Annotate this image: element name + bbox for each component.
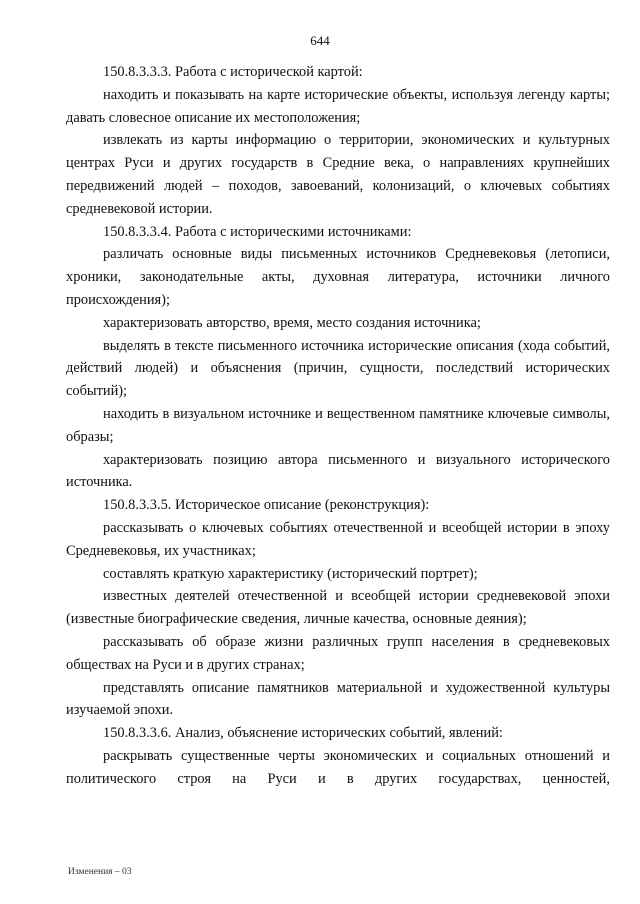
paragraph: находить и показывать на карте исторические объекты, используя легенду карты; давать словесное описание их местоположения; bbox=[66, 86, 610, 126]
page-number: 644 bbox=[310, 33, 330, 48]
paragraph: характеризовать авторство, время, место создания источника; bbox=[103, 314, 481, 331]
section-heading: 150.8.3.3.5. Историческое описание (реконструкция): bbox=[103, 497, 430, 514]
revision-footer: Изменения – 03 bbox=[68, 867, 132, 877]
section-heading: 150.8.3.3.4. Работа с историческими источниками: bbox=[103, 223, 412, 240]
page-body bbox=[66, 61, 610, 791]
paragraph: раскрывать существенные черты экономических и социальных отношений и политического строя на Руси и в других государствах, ценностей, bbox=[66, 747, 610, 787]
paragraph: составлять краткую характеристику (исторический портрет); bbox=[103, 565, 478, 582]
paragraph: рассказывать о ключевых событиях отечественной и всеобщей истории в эпоху Средневековья, их участниках; bbox=[66, 519, 610, 559]
paragraph: представлять описание памятников материальной и художественной культуры изучаемой эпохи. bbox=[66, 679, 610, 719]
paragraph: извлекать из карты информацию о территории, экономических и культурных центрах Руси и других государств в Средние века, о направлениях крупнейших передвижений людей – походов, завоеваний, колонизаций, о ключевых событиях средневековой истории. bbox=[66, 132, 610, 217]
section-heading: 150.8.3.3.6. Анализ, объяснение исторических событий, явлений: bbox=[103, 725, 503, 742]
paragraph: известных деятелей отечественной и всеобщей истории средневековой эпохи (известные биографические сведения, личные качества, основные деяния); bbox=[66, 588, 610, 628]
paragraph: характеризовать позицию автора письменного и визуального исторического источника. bbox=[66, 451, 610, 491]
paragraph: выделять в тексте письменного источника исторические описания (хода событий, действий людей) и объяснения (причин, сущности, последствий исторических событий); bbox=[66, 337, 610, 400]
paragraph: различать основные виды письменных источников Средневековья (летописи, хроники, законодательные акты, духовная литература, источники личного происхождения); bbox=[66, 246, 610, 308]
paragraph: рассказывать об образе жизни различных групп населения в средневековых обществах на Руси и в других странах; bbox=[66, 633, 610, 673]
paragraph: находить в визуальном источнике и вещественном памятнике ключевые символы, образы; bbox=[66, 405, 610, 445]
section-heading: 150.8.3.3.3. Работа с исторической картой: bbox=[103, 64, 363, 80]
